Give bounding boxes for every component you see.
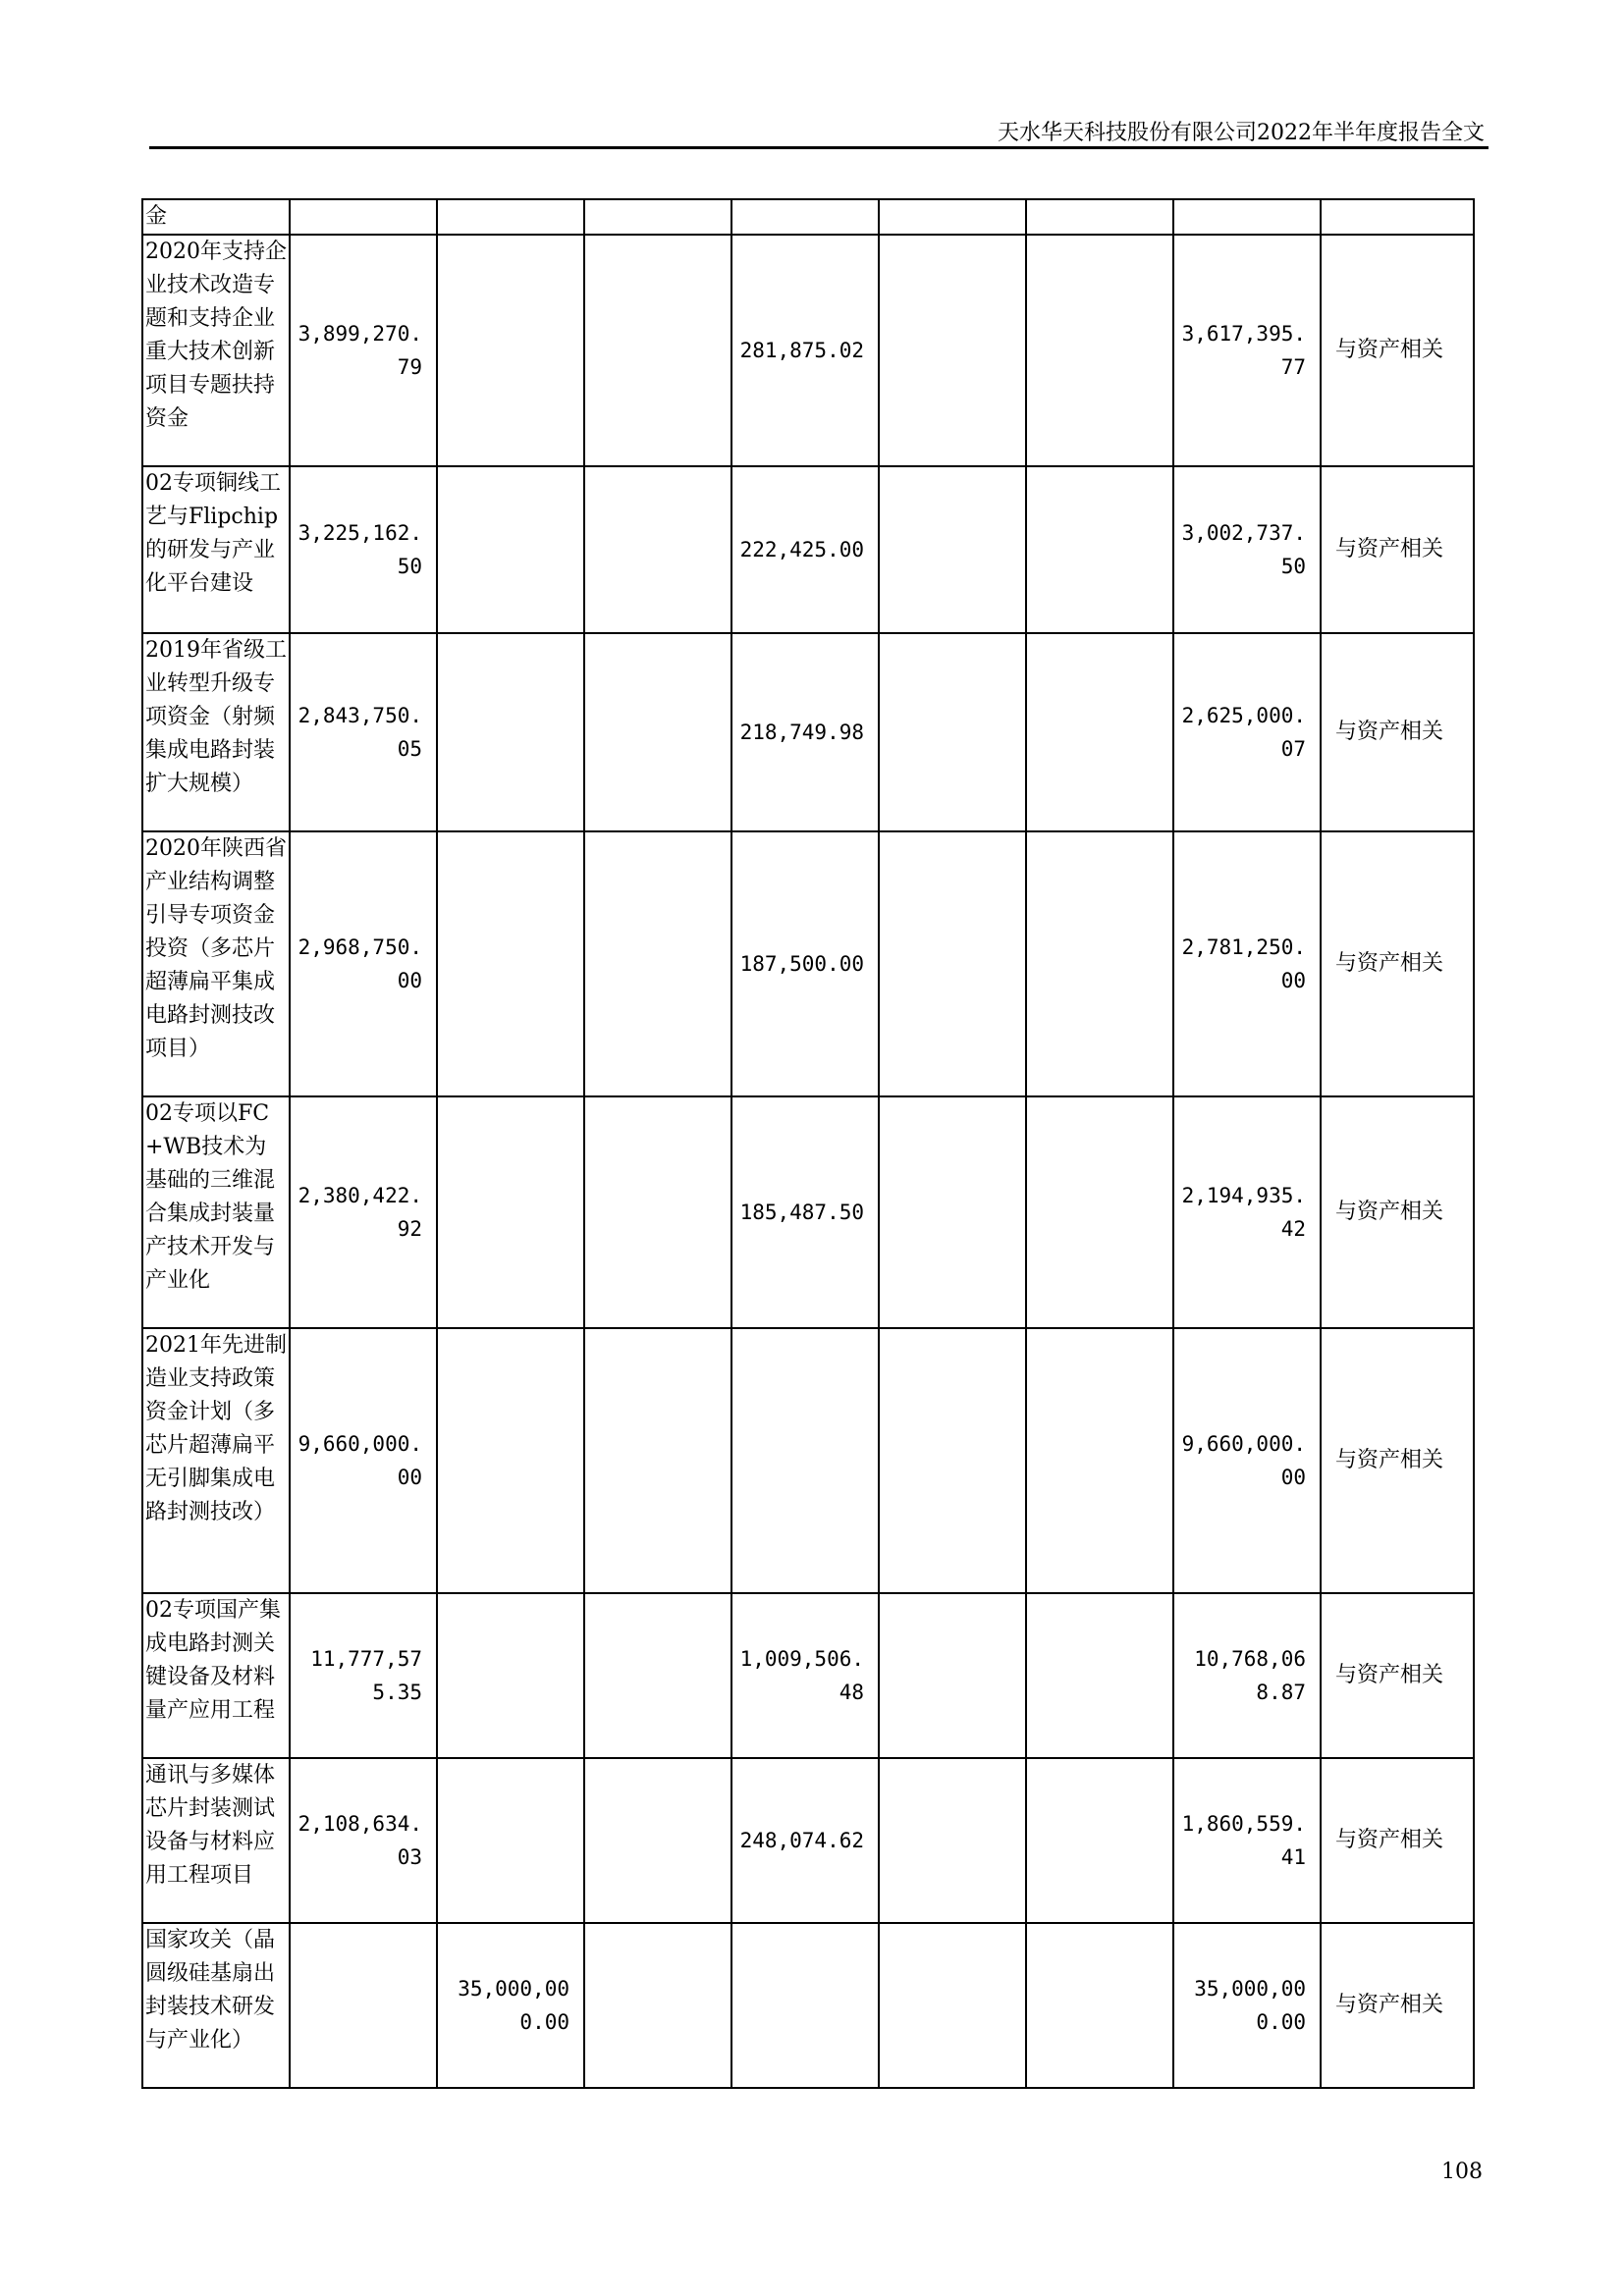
page-number: 108 <box>1441 2160 1483 2184</box>
other-changes-cell <box>1026 466 1173 633</box>
asset-income-related-cell: 与资产相关 <box>1321 1923 1474 2088</box>
non-operating-income-cell <box>584 466 731 633</box>
new-grant-cell <box>437 1328 584 1593</box>
other-income-cell: 248,074.62 <box>731 1758 879 1923</box>
other-income-cell: 222,425.00 <box>731 466 879 633</box>
other-changes-cell <box>1026 1758 1173 1923</box>
asset-income-related-cell: 与资产相关 <box>1321 1096 1474 1328</box>
table-row <box>142 235 1474 466</box>
item-name-cell: 02专项以FC+WB技术为基础的三维混合集成封装量产技术开发与产业化 <box>142 1096 290 1328</box>
other-changes-cell <box>1026 1328 1173 1593</box>
other-changes-cell <box>1026 1923 1173 2088</box>
new-grant-cell <box>437 633 584 831</box>
item-name-cell: 2020年陕西省产业结构调整引导专项资金投资（多芯片超薄扁平集成电路封测技改项目） <box>142 831 290 1096</box>
other-changes-cell <box>1026 235 1173 466</box>
item-name-cell: 国家攻关（晶圆级硅基扇出封装技术研发与产业化） <box>142 1923 290 2088</box>
opening-balance-cell <box>290 199 437 235</box>
new-grant-cell <box>437 1758 584 1923</box>
item-name-cell: 金 <box>142 199 290 235</box>
table-row <box>142 199 1474 235</box>
item-name-cell: 2019年省级工业转型升级专项资金（射频集成电路封装扩大规模） <box>142 633 290 831</box>
other-income-cell: 187,500.00 <box>731 831 879 1096</box>
table-row <box>142 831 1474 1096</box>
non-operating-income-cell <box>584 235 731 466</box>
new-grant-cell <box>437 831 584 1096</box>
other-changes-cell <box>1026 831 1173 1096</box>
other-income-cell: 1,009,506.48 <box>731 1593 879 1758</box>
item-name-cell: 02专项国产集成电路封测关键设备及材料量产应用工程 <box>142 1593 290 1758</box>
cost-offset-cell <box>879 1923 1026 2088</box>
opening-balance-cell: 9,660,000.00 <box>290 1328 437 1593</box>
non-operating-income-cell <box>584 1096 731 1328</box>
closing-balance-cell: 2,194,935.42 <box>1173 1096 1321 1328</box>
non-operating-income-cell <box>584 1758 731 1923</box>
cost-offset-cell <box>879 831 1026 1096</box>
page-header <box>149 112 1489 149</box>
asset-income-related-cell: 与资产相关 <box>1321 831 1474 1096</box>
other-income-cell: 218,749.98 <box>731 633 879 831</box>
item-name-cell: 2020年支持企业技术改造专题和支持企业重大技术创新项目专题扶持资金 <box>142 235 290 466</box>
other-changes-cell <box>1026 1593 1173 1758</box>
opening-balance-cell: 3,899,270.79 <box>290 235 437 466</box>
table-row <box>142 633 1474 831</box>
new-grant-cell: 35,000,000.00 <box>437 1923 584 2088</box>
asset-income-related-cell: 与资产相关 <box>1321 235 1474 466</box>
new-grant-cell <box>437 235 584 466</box>
cost-offset-cell <box>879 1328 1026 1593</box>
non-operating-income-cell <box>584 633 731 831</box>
other-income-cell <box>731 199 879 235</box>
table-row <box>142 1593 1474 1758</box>
opening-balance-cell: 2,108,634.03 <box>290 1758 437 1923</box>
table-row <box>142 1758 1474 1923</box>
asset-income-related-cell <box>1321 199 1474 235</box>
opening-balance-cell: 3,225,162.50 <box>290 466 437 633</box>
item-name-cell: 02专项铜线工艺与Flipchip的研发与产业化平台建设 <box>142 466 290 633</box>
asset-income-related-cell: 与资产相关 <box>1321 1758 1474 1923</box>
non-operating-income-cell <box>584 831 731 1096</box>
table-row <box>142 1096 1474 1328</box>
closing-balance-cell: 10,768,068.87 <box>1173 1593 1321 1758</box>
closing-balance-cell: 1,860,559.41 <box>1173 1758 1321 1923</box>
opening-balance-cell: 11,777,575.35 <box>290 1593 437 1758</box>
closing-balance-cell: 9,660,000.00 <box>1173 1328 1321 1593</box>
new-grant-cell <box>437 1096 584 1328</box>
other-income-cell: 281,875.02 <box>731 235 879 466</box>
asset-income-related-cell: 与资产相关 <box>1321 1593 1474 1758</box>
cost-offset-cell <box>879 633 1026 831</box>
table-row <box>142 1328 1474 1593</box>
cost-offset-cell <box>879 199 1026 235</box>
closing-balance-cell: 35,000,000.00 <box>1173 1923 1321 2088</box>
other-changes-cell <box>1026 633 1173 831</box>
closing-balance-cell: 2,781,250.00 <box>1173 831 1321 1096</box>
non-operating-income-cell <box>584 1328 731 1593</box>
asset-income-related-cell: 与资产相关 <box>1321 1328 1474 1593</box>
new-grant-cell <box>437 1593 584 1758</box>
closing-balance-cell: 3,617,395.77 <box>1173 235 1321 466</box>
cost-offset-cell <box>879 1593 1026 1758</box>
other-changes-cell <box>1026 199 1173 235</box>
cost-offset-cell <box>879 466 1026 633</box>
non-operating-income-cell <box>584 1593 731 1758</box>
cost-offset-cell <box>879 1758 1026 1923</box>
cost-offset-cell <box>879 235 1026 466</box>
other-changes-cell <box>1026 1096 1173 1328</box>
table-row <box>142 466 1474 633</box>
government-grant-table <box>141 198 1475 2089</box>
closing-balance-cell: 2,625,000.07 <box>1173 633 1321 831</box>
new-grant-cell <box>437 199 584 235</box>
asset-income-related-cell: 与资产相关 <box>1321 633 1474 831</box>
table-row <box>142 1923 1474 2088</box>
item-name-cell: 2021年先进制造业支持政策资金计划（多芯片超薄扁平无引脚集成电路封测技改） <box>142 1328 290 1593</box>
opening-balance-cell: 2,843,750.05 <box>290 633 437 831</box>
opening-balance-cell: 2,380,422.92 <box>290 1096 437 1328</box>
non-operating-income-cell <box>584 199 731 235</box>
closing-balance-cell: 3,002,737.50 <box>1173 466 1321 633</box>
closing-balance-cell <box>1173 199 1321 235</box>
other-income-cell <box>731 1328 879 1593</box>
asset-income-related-cell: 与资产相关 <box>1321 466 1474 633</box>
other-income-cell: 185,487.50 <box>731 1096 879 1328</box>
cost-offset-cell <box>879 1096 1026 1328</box>
opening-balance-cell <box>290 1923 437 2088</box>
opening-balance-cell: 2,968,750.00 <box>290 831 437 1096</box>
report-title: 天水华天科技股份有限公司2022年半年度报告全文 <box>998 121 1485 145</box>
new-grant-cell <box>437 466 584 633</box>
item-name-cell: 通讯与多媒体芯片封装测试设备与材料应用工程项目 <box>142 1758 290 1923</box>
other-income-cell <box>731 1923 879 2088</box>
non-operating-income-cell <box>584 1923 731 2088</box>
